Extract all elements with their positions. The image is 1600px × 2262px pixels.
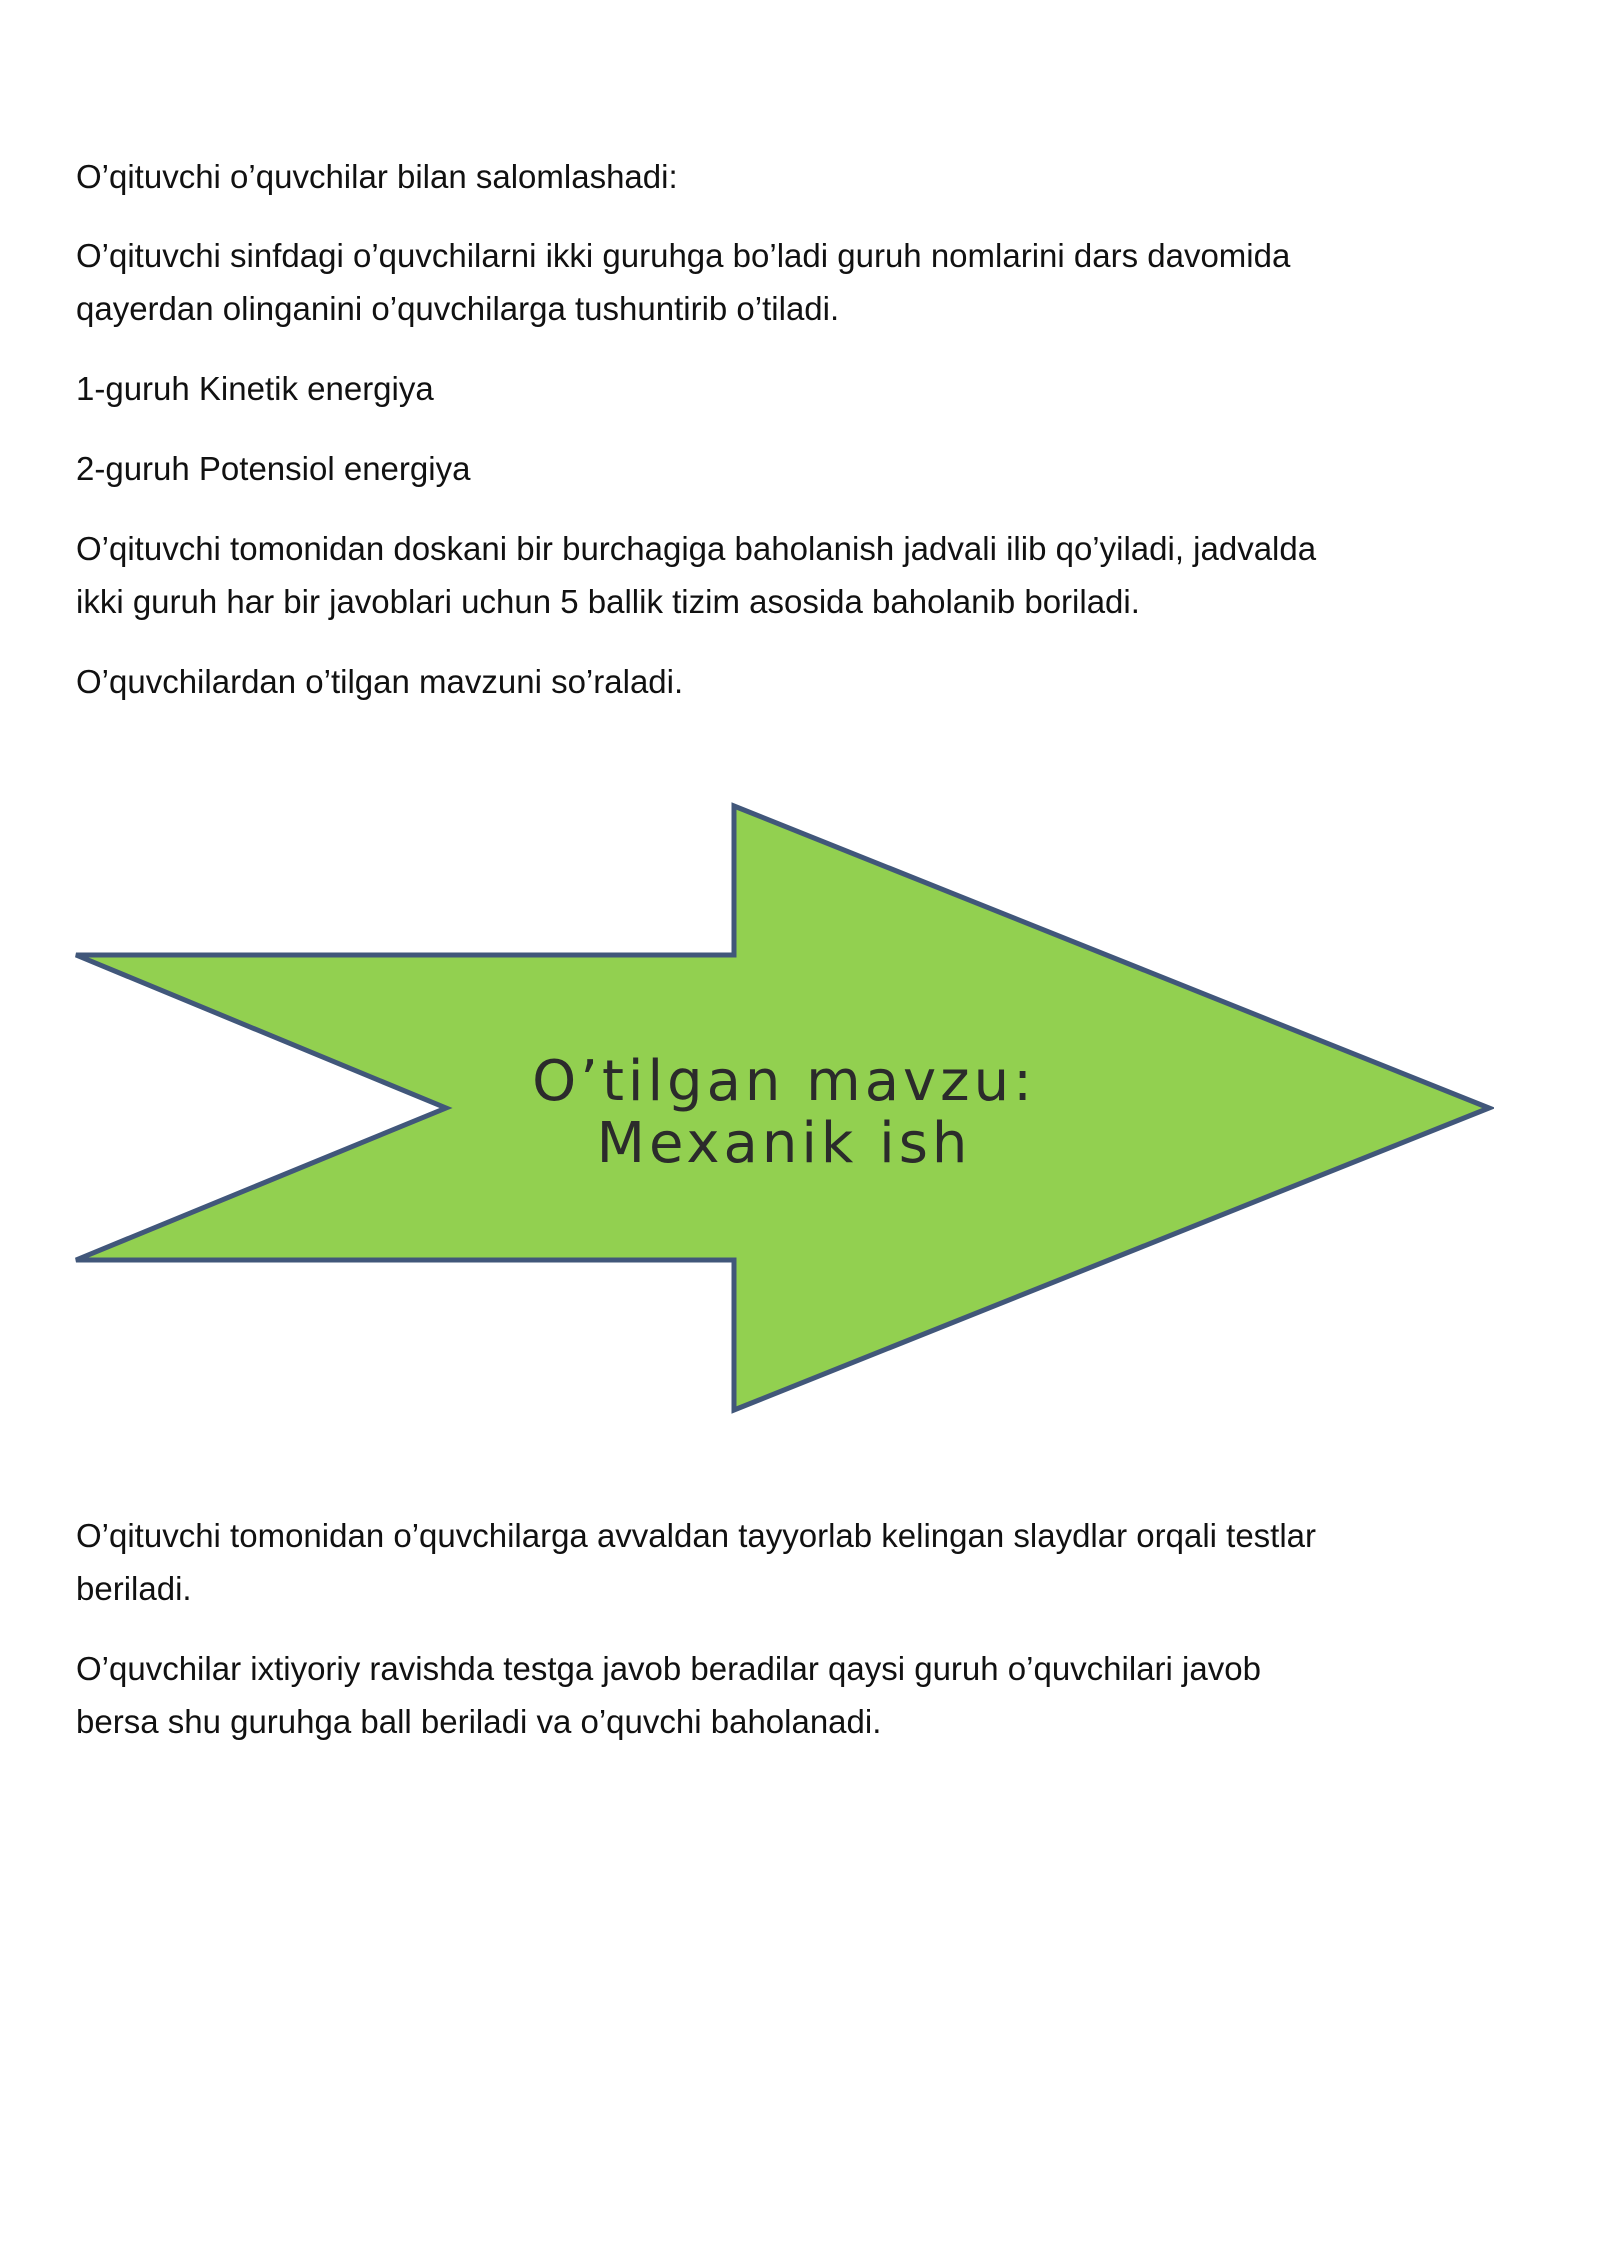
- paragraph-group-1: 1-guruh Kinetik energiya: [76, 370, 434, 407]
- paragraph-review-question: O’quvchilardan o’tilgan mavzuni so’raladi.: [76, 663, 684, 700]
- paragraph-answers-scoring: O’quvchilar ixtiyoriy ravishda testga javob beradilar qaysi guruh o’quvchilari javob bersa shu guruhga ball beriladi va o’quvchi baholanadi.: [76, 1650, 1261, 1740]
- arrow-svg: [74, 800, 1494, 1415]
- paragraph-grading-table: O’qituvchi tomonidan doskani bir burchagiga baholanish jadvali ilib qo’yiladi, jadvalda ikki guruh har bir javoblari uchun 5 ballik tizim asosida baholanib boriladi.: [76, 530, 1317, 620]
- paragraph-grouping: O’qituvchi sinfdagi o’quvchilarni ikki guruhga bo’ladi guruh nomlarini dars davomida qayerdan olinganini o’quvchilarga tushuntirib o’tiladi.: [76, 237, 1291, 327]
- paragraph-slides-tests: O’qituvchi tomonidan o’quvchilarga avvaldan tayyorlab kelingan slaydlar orqali testlar beriladi.: [76, 1517, 1317, 1607]
- paragraph-greeting: O’qituvchi o’quvchilar bilan salomlashadi:: [76, 158, 678, 195]
- arrow-label-line1: O’tilgan mavzu:: [532, 1049, 1036, 1114]
- topic-arrow-figure: [74, 800, 1494, 1415]
- paragraph-group-2: 2-guruh Potensiol energiya: [76, 450, 471, 487]
- arrow-label-line2: Mexanik ish: [596, 1111, 972, 1176]
